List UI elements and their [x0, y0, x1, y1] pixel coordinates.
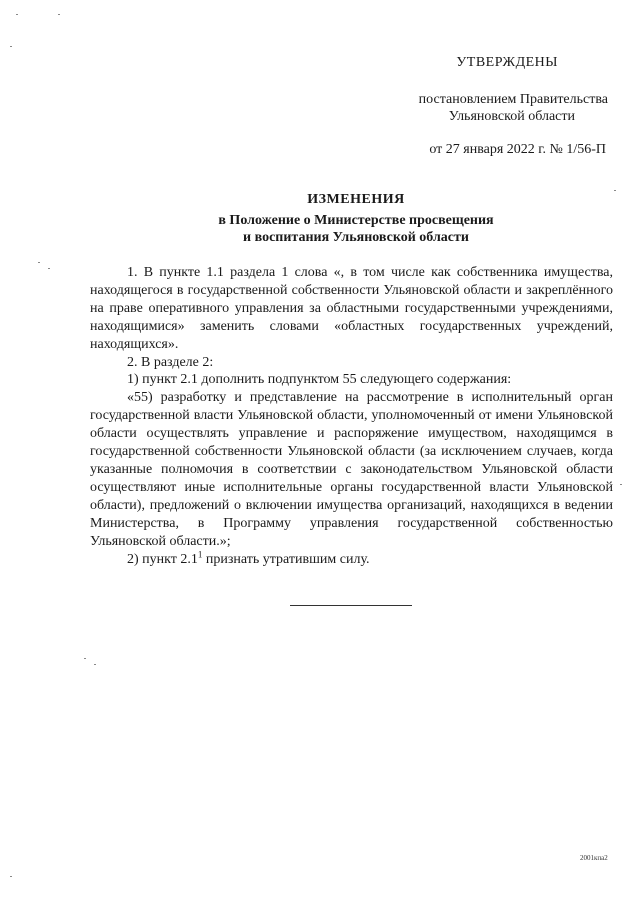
- document-title: ИЗМЕНЕНИЯ: [307, 192, 405, 207]
- approval-date-number: от 27 января 2022 г. № 1/56-П: [429, 142, 606, 157]
- approval-by-line: постановлением Правительства: [418, 92, 608, 107]
- paragraph-5-superscript: 1: [197, 548, 203, 559]
- scan-speck: [16, 14, 18, 15]
- scan-speck: [84, 658, 86, 659]
- scan-speck: [614, 190, 616, 191]
- approval-label: УТВЕРЖДЕНЫ: [456, 55, 558, 70]
- scan-speck: [620, 484, 622, 485]
- scan-speck: [10, 46, 12, 47]
- closing-rule: [290, 605, 412, 606]
- document-body: [90, 264, 613, 568]
- paragraph-5: [90, 548, 613, 569]
- document-subtitle-line1: в Положение о Министерстве просвещения: [218, 213, 494, 228]
- footer-stamp: 2001кпа2: [580, 854, 608, 862]
- paragraph-3: 1) пункт 2.1 дополнить подпунктом 55 следующего содержания:: [127, 372, 512, 388]
- paragraph-5-start: 2) пункт 2.1: [127, 551, 198, 567]
- scan-speck: [38, 262, 40, 263]
- paragraph-2: 2. В разделе 2:: [127, 354, 214, 370]
- scan-speck: [58, 14, 60, 15]
- scan-speck: [94, 664, 96, 665]
- paragraph-4: «55) разработку и представление на рассмотрение в исполнительный орган государственной власти Ульяновской области, уполномоченный от имени Ульяновской области осуществлять управление и распоряжение имуществом, находящимся в государственной собственности Ульяновской области (за исключением случаев, когда указанные полномочия в соответствии с законодательством Ульяновской области осуществляют иные исполнительные органы государственной власти Ульяновской области), предложений о включении имущества организаций, находящихся в ведении Министерства, в Программу управления государственной собственностью Ульяновской области.»;: [90, 390, 613, 549]
- scan-speck: [48, 268, 50, 269]
- scan-speck: [10, 876, 12, 877]
- paragraph-5-end: признать утратившим силу.: [202, 551, 370, 567]
- approval-region-line: Ульяновской области: [448, 109, 575, 124]
- paragraph-1: 1. В пункте 1.1 раздела 1 слова «, в том числе как собственника имущества, находящегося в государственной собственности Ульяновской области и закреплённого на праве оперативного управления за областными государственными учреждениями, находящимися» заменить словами «областных государственных учреждений, находящихся».: [90, 265, 613, 352]
- document-subtitle-line2: и воспитания Ульяновской области: [243, 230, 469, 245]
